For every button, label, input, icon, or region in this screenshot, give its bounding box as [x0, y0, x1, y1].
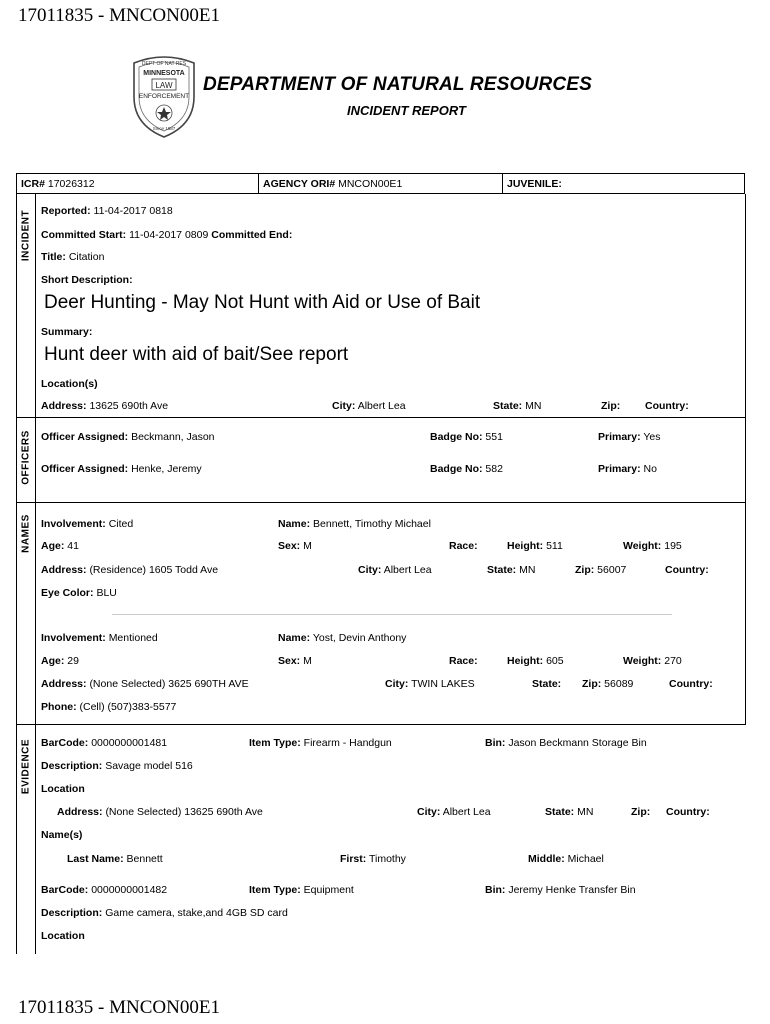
evidence-1-middle-name: Middle: Michael: [528, 853, 604, 865]
names-side-label: NAMES: [17, 503, 36, 724]
evidence-1-last-name: Last Name: Bennett: [67, 853, 163, 865]
incident-country: Country:: [645, 400, 689, 412]
evidence-1-country: Country:: [666, 806, 710, 818]
evidence-1-barcode: BarCode: 0000000001481: [41, 737, 168, 749]
officer-assigned-2: Officer Assigned: Henke, Jeremy: [41, 463, 202, 475]
report-title: INCIDENT REPORT: [347, 103, 466, 118]
person-1-race: Race:: [449, 540, 478, 552]
person-1-name: Name: Bennett, Timothy Michael: [278, 518, 431, 530]
evidence-1-type: Item Type: Firearm - Handgun: [249, 737, 392, 749]
person-1-height: Height: 511: [507, 540, 563, 552]
officers-section: [16, 418, 746, 503]
incident-city: City: Albert Lea: [332, 400, 406, 412]
person-2-race: Race:: [449, 655, 478, 667]
page-id-bottom: 17011835 - MNCON00E1: [18, 997, 220, 1018]
title-line: Title: Citation: [41, 251, 105, 263]
evidence-1-zip: Zip:: [631, 806, 651, 818]
evidence-2-type: Item Type: Equipment: [249, 884, 354, 896]
person-2-name: Name: Yost, Devin Anthony: [278, 632, 407, 644]
person-1-address: Address: (Residence) 1605 Todd Ave: [41, 564, 219, 576]
reported-line: Reported: 11-04-2017 0818: [41, 205, 173, 217]
svg-text:ENFORCEMENT: ENFORCEMENT: [138, 93, 190, 100]
person-2-weight: Weight: 270: [623, 655, 682, 667]
page-id-top: 17011835 - MNCON00E1: [18, 5, 220, 26]
evidence-1-address: Address: (None Selected) 13625 690th Ave: [57, 806, 263, 818]
incident-section: [16, 194, 746, 418]
names-section: [16, 503, 746, 725]
person-separator: [112, 614, 672, 615]
person-1-zip: Zip: 56007: [575, 564, 627, 576]
person-1-state: State: MN: [487, 564, 536, 576]
incident-zip: Zip:: [601, 400, 621, 412]
agency-label: AGENCY ORI#: [263, 178, 336, 190]
short-desc-value: Deer Hunting - May Not Hunt with Aid or Use of Bait: [44, 292, 481, 313]
evidence-2-location-label: Location: [41, 930, 85, 942]
evidence-1-city: City: Albert Lea: [417, 806, 491, 818]
person-1-city: City: Albert Lea: [358, 564, 432, 576]
svg-text:MINNESOTA: MINNESOTA: [143, 70, 185, 77]
svg-text:LAW: LAW: [155, 81, 173, 90]
person-1-age: Age: 41: [41, 540, 79, 552]
officers-side-label: OFFICERS: [17, 418, 36, 502]
evidence-2-barcode: BarCode: 0000000001482: [41, 884, 168, 896]
icr-value: 17026312: [47, 178, 95, 190]
person-1-eye-color: Eye Color: BLU: [41, 587, 117, 599]
evidence-side-label: EVIDENCE: [17, 725, 36, 954]
person-2-zip: Zip: 56089: [582, 678, 634, 690]
evidence-2-description: Description: Game camera, stake,and 4GB SD card: [41, 907, 288, 919]
person-2-address: Address: (None Selected) 3625 690TH AVE: [41, 678, 249, 690]
short-desc-label: Short Description:: [41, 274, 133, 286]
person-1-weight: Weight: 195: [623, 540, 682, 552]
person-2-city: City: TWIN LAKES: [385, 678, 475, 690]
person-2-height: Height: 605: [507, 655, 564, 667]
dnr-seal-logo: [128, 53, 200, 139]
person-2-age: Age: 29: [41, 655, 79, 667]
evidence-1-description: Description: Savage model 516: [41, 760, 193, 772]
evidence-1-state: State: MN: [545, 806, 594, 818]
header-row: [16, 173, 745, 194]
officer-assigned-1: Officer Assigned: Beckmann, Jason: [41, 431, 215, 443]
incident-state: State: MN: [493, 400, 542, 412]
person-2-phone: Phone: (Cell) (507)383-5577: [41, 701, 177, 713]
juvenile-label: JUVENILE:: [507, 178, 562, 190]
svg-text:DEPT OF NAT RES: DEPT OF NAT RES: [141, 61, 187, 67]
evidence-section: [16, 725, 746, 954]
incident-address: Address: 13625 690th Ave: [41, 400, 169, 412]
officer-primary-2: Primary: No: [598, 463, 657, 475]
evidence-1-bin: Bin: Jason Beckmann Storage Bin: [485, 737, 647, 749]
svg-text:Since 1887: Since 1887: [152, 126, 176, 131]
evidence-2-bin: Bin: Jeremy Henke Transfer Bin: [485, 884, 636, 896]
incident-side-label: INCIDENT: [17, 194, 36, 417]
officer-badge-1: Badge No: 551: [430, 431, 503, 443]
agency-value: MNCON00E1: [338, 178, 403, 190]
person-1-involvement: Involvement: Cited: [41, 518, 134, 530]
person-2-involvement: Involvement: Mentioned: [41, 632, 158, 644]
officer-primary-1: Primary: Yes: [598, 431, 661, 443]
summary-label: Summary:: [41, 326, 93, 338]
juvenile-cell: [502, 174, 746, 194]
summary-value: Hunt deer with aid of bait/See report: [44, 344, 349, 365]
person-2-state: State:: [532, 678, 562, 690]
locations-label: Location(s): [41, 378, 98, 390]
person-2-country: Country:: [669, 678, 713, 690]
evidence-1-location-label: Location: [41, 783, 85, 795]
person-1-sex: Sex: M: [278, 540, 312, 552]
evidence-1-names-label: Name(s): [41, 829, 83, 841]
icr-label: ICR#: [21, 178, 45, 190]
person-2-sex: Sex: M: [278, 655, 312, 667]
agency-cell: [258, 174, 502, 194]
person-1-country: Country:: [665, 564, 709, 576]
icr-cell: [17, 174, 258, 194]
committed-line: Committed Start: 11-04-2017 0809 Committed End:: [41, 229, 293, 241]
officer-badge-2: Badge No: 582: [430, 463, 503, 475]
evidence-1-first-name: First: Timothy: [340, 853, 406, 865]
department-title: DEPARTMENT OF NATURAL RESOURCES: [203, 74, 593, 95]
